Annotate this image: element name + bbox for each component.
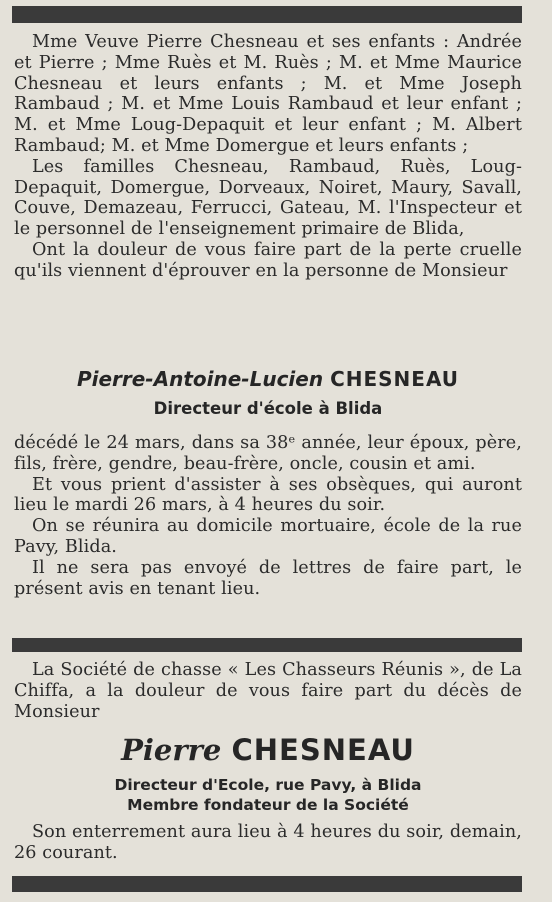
announcement-paragraph: Ont la douleur de vous faire part de la perte cruelle qu'ils viennent d'éprouver en la personne de Monsieur	[14, 239, 522, 281]
society-deceased-role: Directeur d'Ecole, rue Pavy, à Blida	[114, 776, 422, 794]
deceased-first-names: Pierre-Antoine-Lucien	[76, 367, 324, 391]
burial-notice	[14, 822, 522, 864]
deceased-heading	[14, 366, 522, 420]
obituary-notice-chesneau	[14, 32, 522, 282]
middle-divider	[12, 638, 522, 652]
no-letters-paragraph: Il ne sera pas envoyé de lettres de faire part, le présent avis en tenant lieu.	[14, 557, 522, 599]
society-deceased-first-name: Pierre	[121, 733, 222, 767]
death-details-paragraph: décédé le 24 mars, dans sa 38ᵉ année, leur époux, père, fils, frère, gendre, beau-frère, oncle, cousin et ami.	[14, 433, 522, 474]
funeral-invite-paragraph: Et vous prient d'assister à ses obsèques, qui auront lieu le mardi 26 mars, à 4 heures du soir.	[14, 474, 522, 516]
bottom-divider	[12, 876, 522, 892]
hunting-society-notice	[14, 660, 522, 722]
deceased-role: Directeur d'école à Blida	[153, 399, 383, 418]
families-paragraph: Mme Veuve Pierre Chesneau et ses enfants : Andrée et Pierre ; Mme Ruès et M. Ruès ; M. et Mme Maurice Chesneau et leurs enfants ; M. et Mme Joseph Rambaud ; M. et Mme Louis Rambaud et leur enfant ; M. et Mme Loug-Depaquit et leur enfant ; M. Albert Rambaud; M. et Mme Domergue et leurs enfants ;	[14, 32, 522, 156]
society-deceased-surname: CHESNEAU	[231, 733, 415, 767]
society-deceased-heading	[14, 732, 522, 815]
deceased-surname: CHESNEAU	[330, 367, 460, 391]
relatives-paragraph: Les familles Chesneau, Rambaud, Ruès, Loug-Depaquit, Domergue, Dorveaux, Noiret, Maury, Savall, Couve, Demazeau, Ferrucci, Gateau, M. l'Inspecteur et le personnel de l'enseignement primaire de Blida,	[14, 156, 522, 240]
deceased-name	[14, 366, 522, 392]
society-announcement-paragraph: La Société de chasse « Les Chasseurs Réunis », de La Chiffa, a la douleur de vous faire part du décès de Monsieur	[14, 660, 522, 722]
top-divider	[12, 6, 522, 23]
society-deceased-name	[14, 732, 522, 768]
obituary-details	[14, 433, 522, 599]
society-founder-line: Membre fondateur de la Société	[127, 795, 409, 814]
burial-paragraph: Son enterrement aura lieu à 4 heures du soir, demain, 26 courant.	[14, 822, 522, 863]
gathering-paragraph: On se réunira au domicile mortuaire, école de la rue Pavy, Blida.	[14, 516, 522, 557]
